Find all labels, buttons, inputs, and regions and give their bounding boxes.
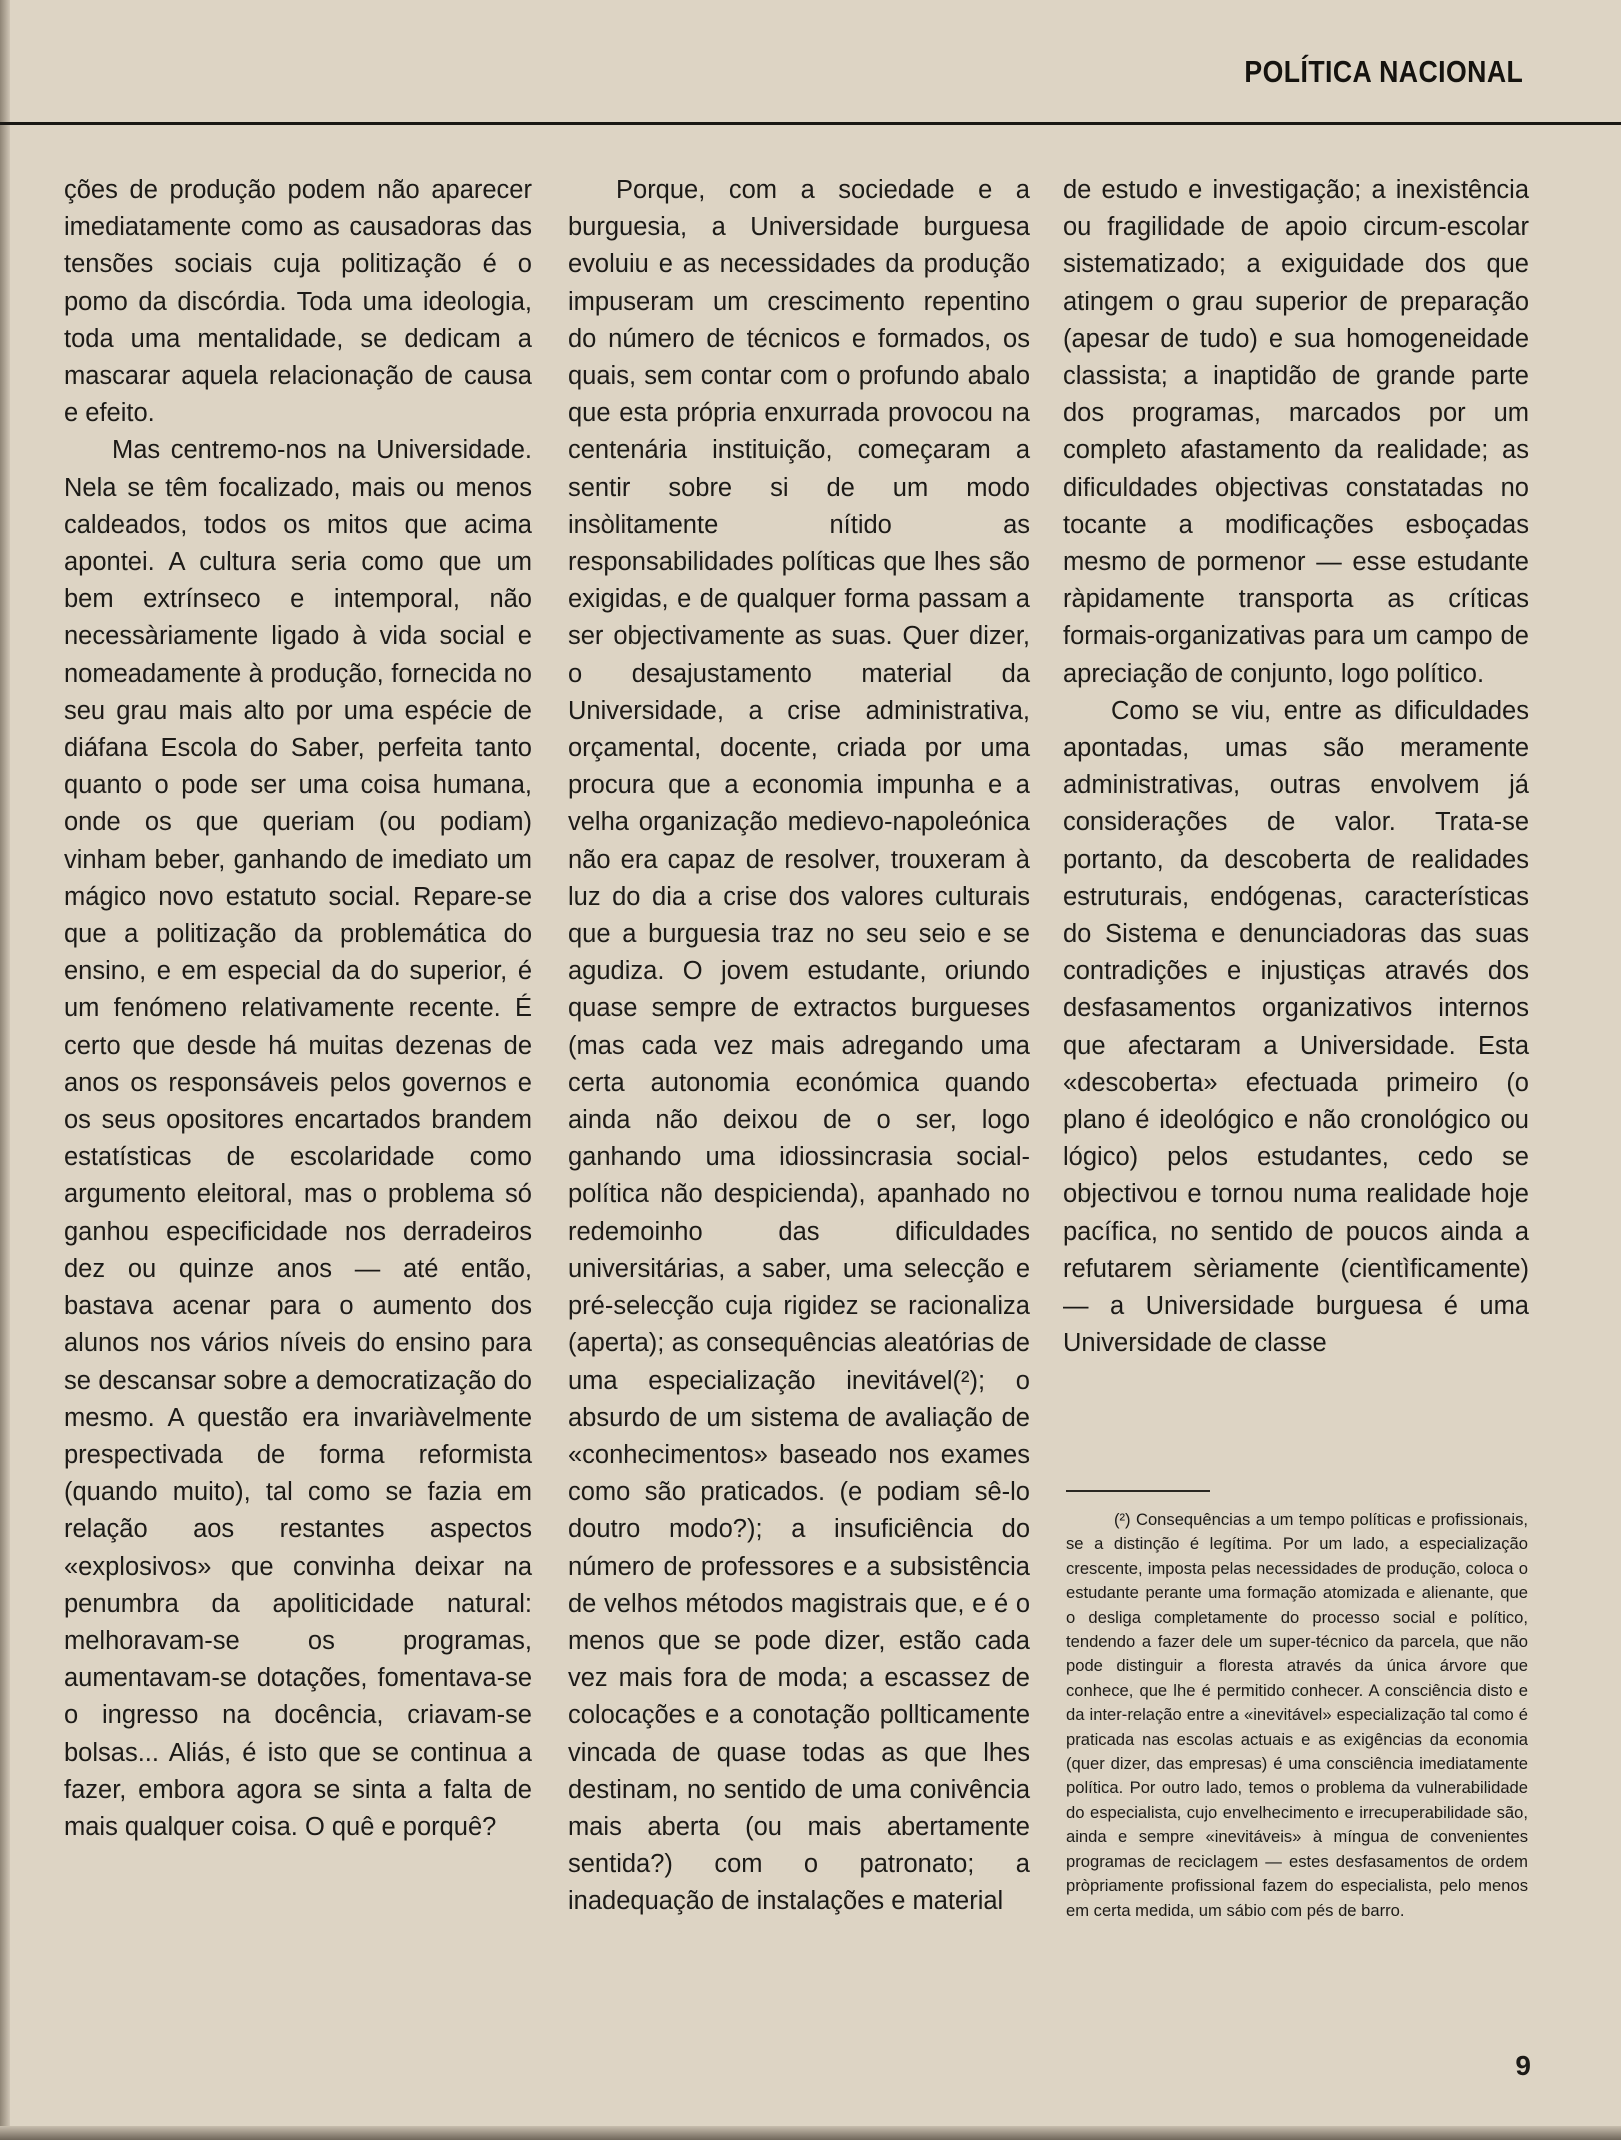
header-rule (0, 122, 1621, 125)
text-column-2 (568, 172, 1030, 1921)
page-edge-shadow (0, 0, 10, 2140)
paragraph: Porque, com a sociedade e a burguesia, a Universidade burguesa evoluiu e as necessidades da produção impuseram um crescimento repentino do número de técnicos e formados, os quais, sem contar com o profundo abalo que esta própria enxurrada provocou na centenária instituição, começaram a sentir sobre si de um modo insòlitamente nítido as responsabilidades políticas que lhes são exigidas, e de qualquer forma passam a ser objectivamente as suas. Quer dizer, o desajustamento material da Universidade, a crise administrativa, orçamental, docente, criada por uma procura que a economia impunha e a velha organização medievo-napoleónica não era capaz de resolver, trouxeram à luz do dia a crise dos valores culturais que a burguesia traz no seu seio e se agudiza. O jovem estudante, oriundo quase sempre de extractos burgueses (mas cada vez mais adregando uma certa autonomia económica quando ainda não deixou de o ser, logo ganhando uma idiossincrasia social-política não despicienda), apanhado no redemoinho das dificuldades universitárias, a saber, uma selecção e pré-selecção cuja rigidez se racionaliza (aperta); as consequências aleatórias de uma especialização inevitável(²); o absurdo de um sistema de avaliação de «conhecimentos» baseado nos exames como são praticados. (e podiam sê-lo doutro modo?); a insuficiência do número de professores e a subsistência de velhos métodos magistrais que, e é o menos que se pode dizer, estão cada vez mais fora de moda; a escassez de colocações e a conotação pollticamente vincada de quase todas as que lhes destinam, no sentido de uma conivência mais aberta (ou mais abertamente sentida?) com o patronato; a inadequação de instalações e material (568, 176, 1030, 1916)
footnote (1066, 1508, 1528, 1923)
text-column-3 (1063, 172, 1529, 1363)
text-column-1 (64, 172, 532, 1846)
paragraph: de estudo e investigação; a inexistência ou fragilidade de apoio circum-escolar sistematizado; a exiguidade dos que atingem o grau superior de preparação (apesar de tudo) e sua homogeneidade classista; a inaptidão de grande parte dos programas, marcados por um completo afastamento da realidade; as dificuldades objectivas constatadas no tocante a modificações esboçadas mesmo de pormenor — esse estudante ràpidamente transporta as críticas formais-organizativas para um campo de apreciação de conjunto, logo político. (1063, 176, 1529, 688)
footnote-separator (1066, 1490, 1210, 1492)
page-edge-bottom (0, 2126, 1621, 2140)
footnote-text: Consequências a um tempo políticas e profissionais, se a distinção é legítima. Por um lado, a especialização crescente, imposta pelas necessidades de produção, coloca o estudante perante uma formação atomizada e alienante, que o desliga completamente do processo social e político, tendendo a fazer dele um super-técnico da parcela, que não pode distinguir a floresta através da única árvore que conhece, que lhe é permitido conhecer. A consciência disto e da inter-relação entre a «inevitável» especialização tal como é praticada nas escolas actuais e as exigências da economia (quer dizer, das empresas) é uma consciência imediatamente política. Por outro lado, temos o problema da vulnerabilidade do especialista, cujo envelhecimento e irrecuperabilidade são, ainda e sempre «inevitáveis» à míngua de convenientes programas de reciclagem — estes desfasamentos de ordem pròpriamente profissional fazem do especialista, pelo menos em certa medida, um sábio com pés de barro. (1066, 1510, 1528, 1920)
paragraph: Como se viu, entre as dificuldades apontadas, umas são meramente administrativas, outras envolvem já considerações de valor. Trata-se portanto, da descoberta de realidades estruturais, endógenas, características do Sistema e denunciadoras das suas contradições e injustiças através dos desfasamentos organizativos internos que afectaram a Universidade. Esta «descoberta» efectuada primeiro (o plano é ideológico e não cronológico ou lógico) pelos estudantes, cedo se objectivou e tornou numa realidade hoje pacífica, no sentido de poucos ainda a refutarem sèriamente (cientìficamente) — a Universidade burguesa é uma Universidade de classe (1063, 696, 1529, 1358)
paragraph: Mas centremo-nos na Universidade. Nela se têm focalizado, mais ou menos caldeados, todos os mitos que acima apontei. A cultura seria como que um bem extrínseco e intemporal, não necessàriamente ligado à vida social e nomeadamente à produção, fornecida no seu grau mais alto por uma espécie de diáfana Escola do Saber, perfeita tanto quanto o pode ser uma coisa humana, onde os que queriam (ou podiam) vinham beber, ganhando de imediato um mágico novo estatuto social. Repare-se que a politização da problemática do ensino, e em especial da do superior, é um fenómeno relativamente recente. É certo que desde há muitas dezenas de anos os responsáveis pelos governos e os seus opositores encartados brandem estatísticas de escolaridade como argumento eleitoral, mas o problema só ganhou especificidade nos derradeiros dez ou quinze anos — até então, bastava acenar para o aumento dos alunos nos vários níveis do ensino para se descansar sobre a democratização do mesmo. A questão era invariàvelmente prespectivada de forma reformista (quando muito), tal como se fazia em relação aos restantes aspectos «explosivos» que convinha deixar na penumbra da apoliticidade natural: melhoravam-se os programas, aumentavam-se dotações, fomentava-se o ingresso na docência, criavam-se bolsas... Aliás, é isto que se continua a fazer, embora agora se sinta a falta de mais qualquer coisa. O quê e porquê? (64, 436, 532, 1841)
paragraph: ções de produção podem não aparecer imediatamente como as causadoras das tensões sociais cuja politização é o pomo da discórdia. Toda uma ideologia, toda uma mentalidade, se dedicam a mascarar aquela relacionação de causa e efeito. (64, 176, 532, 428)
page-number: 9 (1515, 2050, 1531, 2081)
section-header: POLÍTICA NACIONAL (1244, 54, 1523, 89)
footnote-marker: (²) (1114, 1510, 1131, 1529)
